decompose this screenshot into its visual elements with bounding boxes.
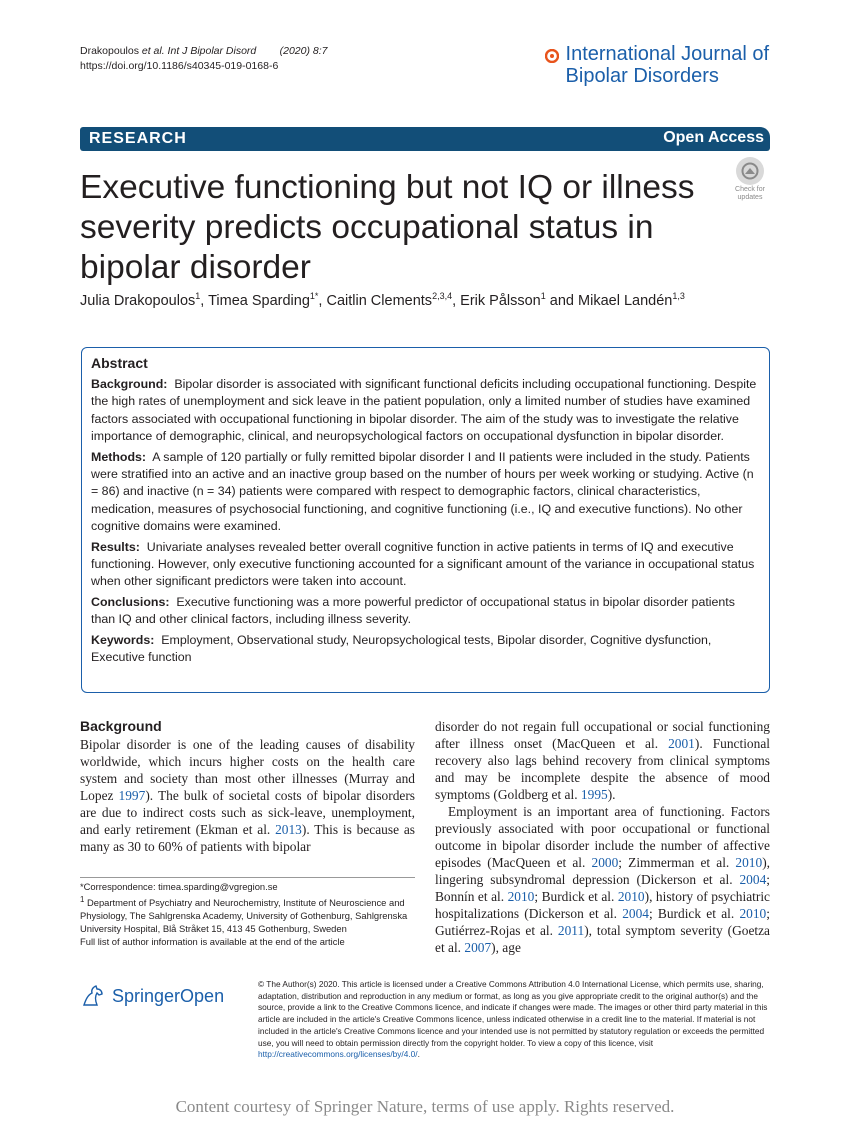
citation-link[interactable]: 2010 bbox=[735, 855, 763, 870]
citation-link[interactable]: 2000 bbox=[591, 855, 619, 870]
abstract-background bbox=[91, 376, 760, 446]
citation-journal: et al. Int J Bipolar Disord bbox=[141, 45, 257, 57]
body-text: ). bbox=[607, 787, 616, 802]
abstract-keywords-label: Keywords: bbox=[91, 632, 155, 647]
author-name: Caitlin Clements bbox=[326, 292, 433, 309]
body-paragraph bbox=[435, 803, 770, 956]
abstract-keywords bbox=[91, 632, 760, 667]
author-separator: , bbox=[452, 292, 461, 309]
affiliation-note bbox=[80, 893, 420, 935]
journal-name-line1: International Journal of bbox=[565, 43, 769, 65]
check-updates-line2: updates bbox=[737, 194, 763, 201]
license-end: . bbox=[417, 1049, 420, 1060]
citation-link[interactable]: 2010 bbox=[739, 906, 767, 921]
citation-header bbox=[80, 44, 327, 74]
author-affiliation-sup: 1,3 bbox=[672, 291, 685, 301]
author-name: Mikael Landén bbox=[578, 292, 673, 309]
abstract-conclusions-label: Conclusions: bbox=[91, 594, 170, 609]
body-text: ), age bbox=[491, 940, 521, 955]
doi-link[interactable]: https://doi.org/10.1186/s40345-019-0168-6 bbox=[80, 60, 279, 72]
citation-link[interactable]: 2010 bbox=[617, 889, 645, 904]
abstract-conclusions bbox=[91, 594, 760, 629]
body-text: ; Bonnín et al. bbox=[435, 872, 770, 904]
springer-open-logo[interactable] bbox=[80, 983, 240, 1009]
body-paragraph bbox=[80, 736, 415, 855]
article-type-bar bbox=[80, 127, 770, 151]
body-text: ), total symptom severity (Goetza et al. bbox=[435, 923, 770, 955]
author-name: Timea Sparding bbox=[208, 292, 310, 309]
courtesy-notice: Content courtesy of Springer Nature, terms of use apply. Rights reserved. bbox=[175, 1097, 675, 1116]
body-text: ). Functional recovery also lags behind recovery from clinical symptoms and may be incomplete despite the absence of mood symptoms (Goldberg et al. bbox=[435, 736, 770, 802]
check-for-updates-badge[interactable] bbox=[729, 157, 771, 202]
citation-link[interactable]: 2004 bbox=[739, 872, 767, 887]
license-text: © The Author(s) 2020. This article is licensed under a Creative Commons Attribution 4.0 International License, which permits use, sharing, adaptation, distribution and reproduction in any medium or format, as long as you give appropriate credit to the original author(s) and the source, provide a link to the Creative Commons licence, and indicate if changes were made. The images or other third party material in this article are included in the article's Creative Commons licence, unless indicated otherwise in a credit line to the material. If material is not included in the article's Creative Commons licence and your intended use is not permitted by statutory regulation or exceeds the permitted use, you will need to obtain permission directly from the copyright holder. To view a copy of this licence, visit bbox=[258, 979, 768, 1048]
springer-horse-icon bbox=[80, 983, 106, 1009]
body-text: ), lingering subsyndromal depression (Dickerson et al. bbox=[435, 855, 770, 887]
body-text: Bipolar disorder is one of the leading causes of disability worldwide, which incurs higher costs on the health care system and society than most other illnesses (Murray and Lopez bbox=[80, 737, 415, 803]
citation-volume: (2020) 8:7 bbox=[279, 45, 328, 57]
body-text: ). The bulk of societal costs of bipolar disorders are due to indirect costs such as sick-leave, unemployment, and early retirement (Ekman et al. bbox=[80, 788, 415, 837]
journal-name bbox=[566, 43, 769, 87]
body-column-left bbox=[80, 718, 415, 855]
citation-link[interactable]: 2004 bbox=[622, 906, 649, 921]
open-access-label: Open Access bbox=[663, 129, 764, 146]
abstract-results-text: Univariate analyses revealed better overall cognitive function in active patients in terms of IQ and executive functioning. However, only executive functioning accounted for a significant amount of the variance in occupational status when other significant predictors were taken into account. bbox=[91, 539, 755, 589]
abstract-keywords-text: Employment, Observational study, Neuropsychological tests, Bipolar disorder, Cognitive dysfunction, Executive function bbox=[91, 632, 712, 665]
author-affiliation-sup: 1 bbox=[540, 291, 546, 301]
abstract-conclusions-text: Executive functioning was a more powerful predictor of occupational status in bipolar disorder patients than IQ and other clinical factors, including illness severity. bbox=[91, 594, 735, 627]
citation-link[interactable]: 2001 bbox=[668, 736, 695, 751]
springer-open-text bbox=[112, 986, 224, 1007]
check-updates-line1: Check for bbox=[735, 186, 765, 193]
license-notice bbox=[258, 979, 770, 1061]
full-list-note: Full list of author information is available at the end of the article bbox=[80, 936, 345, 948]
citation-author: Drakopoulos bbox=[80, 45, 139, 57]
article-type-label: RESEARCH bbox=[89, 130, 187, 147]
author-affiliation-sup: 1* bbox=[309, 291, 319, 301]
abstract-methods bbox=[91, 449, 760, 536]
journal-brand[interactable] bbox=[545, 43, 769, 87]
body-text: Employment is an important area of functioning. Factors previously associated with poor occupational or functional outcome in bipolar disorder include the number of affective episodes (MacQueen et al. bbox=[435, 804, 770, 870]
abstract-heading: Abstract bbox=[91, 355, 148, 371]
citation-link[interactable]: 1997 bbox=[118, 788, 146, 803]
citation-link[interactable]: 2010 bbox=[507, 889, 535, 904]
check-updates-icon bbox=[736, 157, 764, 185]
author-name: Erik Pålsson bbox=[460, 292, 541, 309]
abstract-results bbox=[91, 539, 760, 591]
body-column-right bbox=[435, 718, 770, 956]
footnote-divider bbox=[80, 877, 415, 878]
body-text: ), history of psychiatric hospitalizations (Dickerson et al. bbox=[435, 889, 770, 921]
author-separator: , bbox=[200, 292, 209, 309]
abstract-box bbox=[81, 347, 770, 693]
body-text: ; Gutiérrez-Rojas et al. bbox=[435, 906, 770, 938]
body-text: disorder do not regain full occupational or social functioning after illness onset (MacQueen et al. bbox=[435, 719, 770, 751]
author-list bbox=[80, 291, 685, 309]
body-text: ; Burdick et al. bbox=[648, 906, 740, 921]
author-name: Julia Drakopoulos bbox=[80, 292, 196, 309]
abstract-methods-text: A sample of 120 partially or fully remitted bipolar disorder I and II patients were included in the study. Patients were stratified into an active and an inactive group based on the number of hours per week working or studying. Active (n = 86) and inactive (n = 34) patients were compared with respect to demographic factors, clinical characteristics, medication, measures of psychosocial functioning, and cognitive functioning (i.e., IQ and executive functions). No other cognitive domains were examined. bbox=[91, 449, 754, 534]
abstract-background-label: Background: bbox=[91, 377, 168, 391]
abstract-methods-label: Methods: bbox=[91, 449, 147, 464]
abstract-results-label: Results: bbox=[91, 539, 140, 554]
affiliation-text: Department of Psychiatry and Neurochemistry, Institute of Neuroscience and Physiology, The Sahlgrenska Academy, University of Gothenburg, Sahlgrenska University Hospital, Blå Stråket 15, 413 45 Gothenburg, Sweden bbox=[80, 897, 408, 935]
body-text: ; Burdick et al. bbox=[534, 889, 618, 904]
author-separator: , bbox=[318, 292, 327, 309]
body-text: ). This is because as many as 30 to 60% of patients with bipolar bbox=[80, 822, 415, 854]
springer-brand-1: Springer bbox=[112, 985, 181, 1006]
citation-link[interactable]: 2007 bbox=[464, 940, 492, 955]
springer-brand-2: Open bbox=[180, 985, 225, 1006]
footnotes bbox=[80, 880, 420, 948]
affiliation-sup: 1 bbox=[80, 895, 85, 904]
citation-link[interactable]: 1995 bbox=[580, 787, 608, 802]
article-title: Executive functioning but not IQ or illness severity predicts occupational status in bipolar disorder bbox=[80, 169, 695, 286]
journal-logo-icon bbox=[545, 49, 559, 63]
license-link[interactable]: http://creativecommons.org/licenses/by/4.0/ bbox=[258, 1049, 418, 1060]
correspondence-note[interactable]: *Correspondence: timea.sparding@vgregion.se bbox=[80, 881, 278, 892]
section-heading-background: Background bbox=[80, 718, 162, 734]
author-affiliation-sup: 1 bbox=[195, 291, 201, 301]
journal-name-line2: Bipolar Disorders bbox=[565, 65, 719, 87]
abstract-background-text: Bipolar disorder is associated with significant functional deficits including occupational functioning. Despite the high rates of unemployment and sick leave in the patient population, only a limited number of studies have examined factors associated with occupational functioning in bipolar disorder. The aim of the study was to investigate the relative importance of demographic, clinical, and neuropsychological factors on occupational dysfunction in bipolar disorder. bbox=[91, 377, 757, 444]
author-affiliation-sup: 2,3,4 bbox=[432, 291, 453, 301]
body-paragraph bbox=[435, 718, 770, 803]
body-text: ; Zimmerman et al. bbox=[618, 855, 736, 870]
author-separator: and bbox=[545, 292, 579, 309]
citation-link[interactable]: 2011 bbox=[557, 923, 585, 938]
citation-link[interactable]: 2013 bbox=[275, 822, 302, 837]
